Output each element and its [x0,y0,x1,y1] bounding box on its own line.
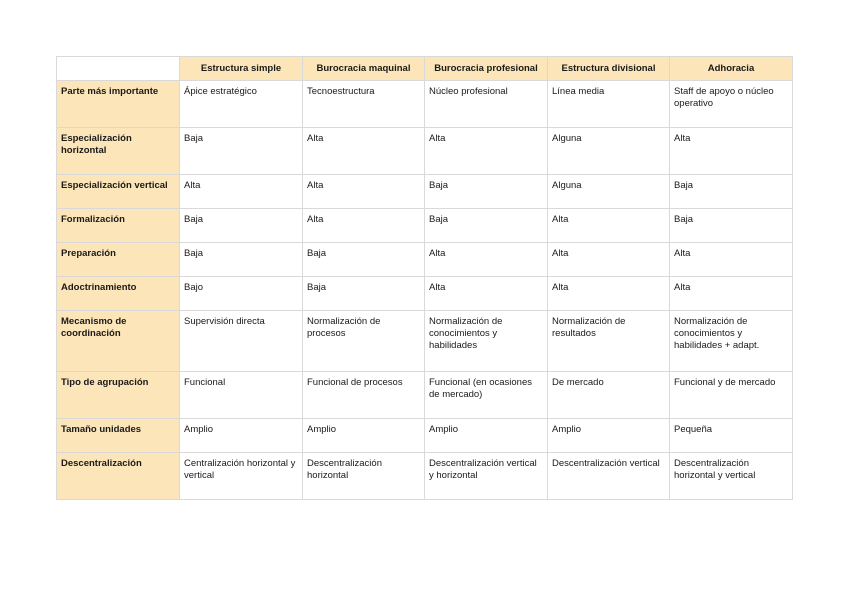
table-cell: Alta [303,128,425,175]
header-corner-cell [57,57,180,81]
table-cell: Amplio [548,419,670,453]
table-cell: Baja [180,243,303,277]
table-cell: Funcional [180,372,303,419]
table-cell: Pequeña [670,419,793,453]
header-row [57,57,793,81]
table-row [57,372,793,419]
table-cell: De mercado [548,372,670,419]
table-cell: Baja [180,209,303,243]
table-cell: Alta [425,243,548,277]
table-row [57,209,793,243]
table-cell: Alta [303,175,425,209]
table-row [57,311,793,372]
table-cell: Baja [303,243,425,277]
table-cell: Baja [180,128,303,175]
table-cell: Normalización de conocimientos y habilidades [425,311,548,372]
table-cell: Amplio [180,419,303,453]
table-cell: Funcional y de mercado [670,372,793,419]
table-cell: Baja [670,209,793,243]
table-cell: Alta [425,277,548,311]
table-cell: Normalización de conocimientos y habilidades + adapt. [670,311,793,372]
table-cell: Centralización horizontal y vertical [180,453,303,500]
organizational-structures-table [56,56,793,500]
table-cell: Tecnoestructura [303,81,425,128]
table-cell: Alguna [548,128,670,175]
header-estructura-simple: Estructura simple [180,57,303,81]
table-cell: Línea media [548,81,670,128]
header-burocracia-profesional: Burocracia profesional [425,57,548,81]
table-cell: Amplio [425,419,548,453]
table-row [57,243,793,277]
table-cell: Alta [548,243,670,277]
row-label: Formalización [57,209,180,243]
row-label: Preparación [57,243,180,277]
table-cell: Alta [670,243,793,277]
table-cell: Descentralización vertical [548,453,670,500]
table-cell: Supervisión directa [180,311,303,372]
row-label: Adoctrinamiento [57,277,180,311]
table-cell: Funcional de procesos [303,372,425,419]
row-label: Especialización vertical [57,175,180,209]
table-cell: Descentralización vertical y horizontal [425,453,548,500]
table-row [57,175,793,209]
table-cell: Descentralización horizontal [303,453,425,500]
table-cell: Alta [425,128,548,175]
table-row [57,128,793,175]
header-burocracia-maquinal: Burocracia maquinal [303,57,425,81]
table-cell: Alta [548,209,670,243]
table-cell: Bajo [180,277,303,311]
row-label: Especialización horizontal [57,128,180,175]
table-row [57,419,793,453]
table-cell: Alta [180,175,303,209]
header-adhoracia: Adhoracia [670,57,793,81]
table-cell: Ápice estratégico [180,81,303,128]
table-cell: Baja [670,175,793,209]
table-row [57,453,793,500]
table-cell: Funcional (en ocasiones de mercado) [425,372,548,419]
table-cell: Alta [303,209,425,243]
table-row [57,81,793,128]
table-cell: Baja [425,175,548,209]
row-label: Mecanismo de coordinación [57,311,180,372]
table-cell: Normalización de procesos [303,311,425,372]
table-cell: Núcleo profesional [425,81,548,128]
table-cell: Alta [670,128,793,175]
table-cell: Baja [303,277,425,311]
table-cell: Alta [548,277,670,311]
header-estructura-divisional: Estructura divisional [548,57,670,81]
table-cell: Normalización de resultados [548,311,670,372]
table-cell: Staff de apoyo o núcleo operativo [670,81,793,128]
row-label: Parte más importante [57,81,180,128]
table-row [57,277,793,311]
table-cell: Alta [670,277,793,311]
table-cell: Baja [425,209,548,243]
row-label: Descentralización [57,453,180,500]
table-cell: Amplio [303,419,425,453]
row-label: Tamaño unidades [57,419,180,453]
table-cell: Alguna [548,175,670,209]
table-cell: Descentralización horizontal y vertical [670,453,793,500]
row-label: Tipo de agrupación [57,372,180,419]
